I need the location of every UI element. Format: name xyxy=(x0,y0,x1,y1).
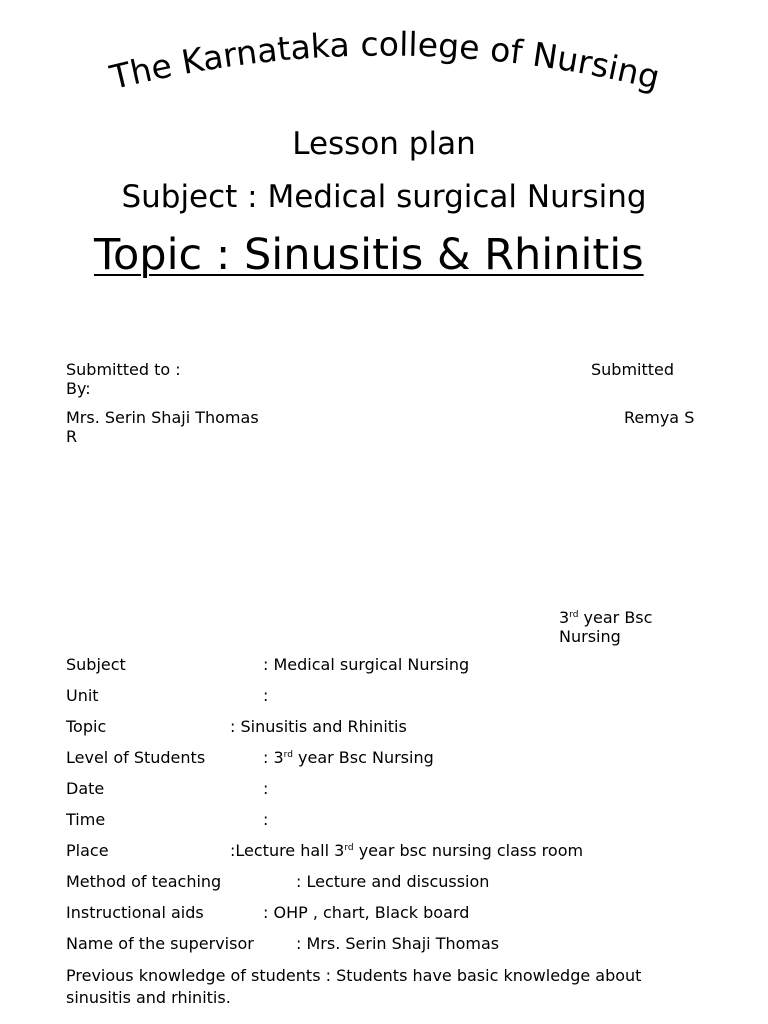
detail-aids-value: : OHP , chart, Black board xyxy=(263,903,470,922)
detail-time-label: Time xyxy=(66,810,106,829)
class-year-cont: Nursing xyxy=(559,627,621,646)
detail-unit-label: Unit xyxy=(66,686,99,705)
college-title-arc xyxy=(0,0,768,120)
topic-heading: Topic : Sinusitis & Rhinitis xyxy=(94,230,644,280)
detail-topic-value: : Sinusitis and Rhinitis xyxy=(230,717,407,736)
detail-method-label: Method of teaching xyxy=(66,872,222,891)
submitted-to-name: Mrs. Serin Shaji Thomas xyxy=(66,408,259,427)
svg-text:The Karnataka college of Nursi xyxy=(105,24,663,97)
class-year-num: 3 xyxy=(559,608,570,627)
detail-supervisor-label: Name of the supervisor xyxy=(66,934,254,953)
detail-place-value xyxy=(230,841,583,860)
class-year-rest: year Bsc xyxy=(578,608,653,627)
place-pre: :Lecture hall 3 xyxy=(230,841,345,860)
detail-method-value: : Lecture and discussion xyxy=(296,872,490,891)
detail-level-label: Level of Students xyxy=(66,748,206,767)
detail-topic-label: Topic xyxy=(66,717,107,736)
submitted-by-name-cont: R xyxy=(66,427,78,446)
subject-heading: Subject : Medical surgical Nursing xyxy=(121,179,647,215)
level-post: year Bsc Nursing xyxy=(292,748,434,767)
detail-aids-label: Instructional aids xyxy=(66,903,204,922)
submitted-by-name: Remya S xyxy=(624,408,695,427)
place-post: year bsc nursing class room xyxy=(353,841,584,860)
level-sup: rd xyxy=(283,750,293,760)
detail-subject-label: Subject xyxy=(66,655,126,674)
detail-supervisor-value: : Mrs. Serin Shaji Thomas xyxy=(296,934,500,953)
place-sup: rd xyxy=(344,843,354,853)
level-pre: : 3 xyxy=(263,748,284,767)
submitted-by-label-cont: By: xyxy=(66,379,91,398)
class-year xyxy=(559,608,652,627)
class-year-sup: rd xyxy=(569,610,579,620)
detail-unit-value: : xyxy=(263,686,269,705)
detail-place-label: Place xyxy=(66,841,109,860)
college-name: The Karnataka college of Nursing xyxy=(106,24,664,98)
detail-subject-value: : Medical surgical Nursing xyxy=(263,655,470,674)
detail-date-value: : xyxy=(263,779,269,798)
submitted-to-label: Submitted to : xyxy=(66,360,181,379)
detail-level-value xyxy=(263,748,434,767)
lesson-plan-heading: Lesson plan xyxy=(292,126,476,162)
previous-knowledge: Previous knowledge of students : Students have basic knowledge about sinusitis and rhinitis. xyxy=(66,966,642,1007)
detail-time-value: : xyxy=(263,810,269,829)
detail-date-label: Date xyxy=(66,779,105,798)
submitted-by-label: Submitted xyxy=(591,360,675,379)
